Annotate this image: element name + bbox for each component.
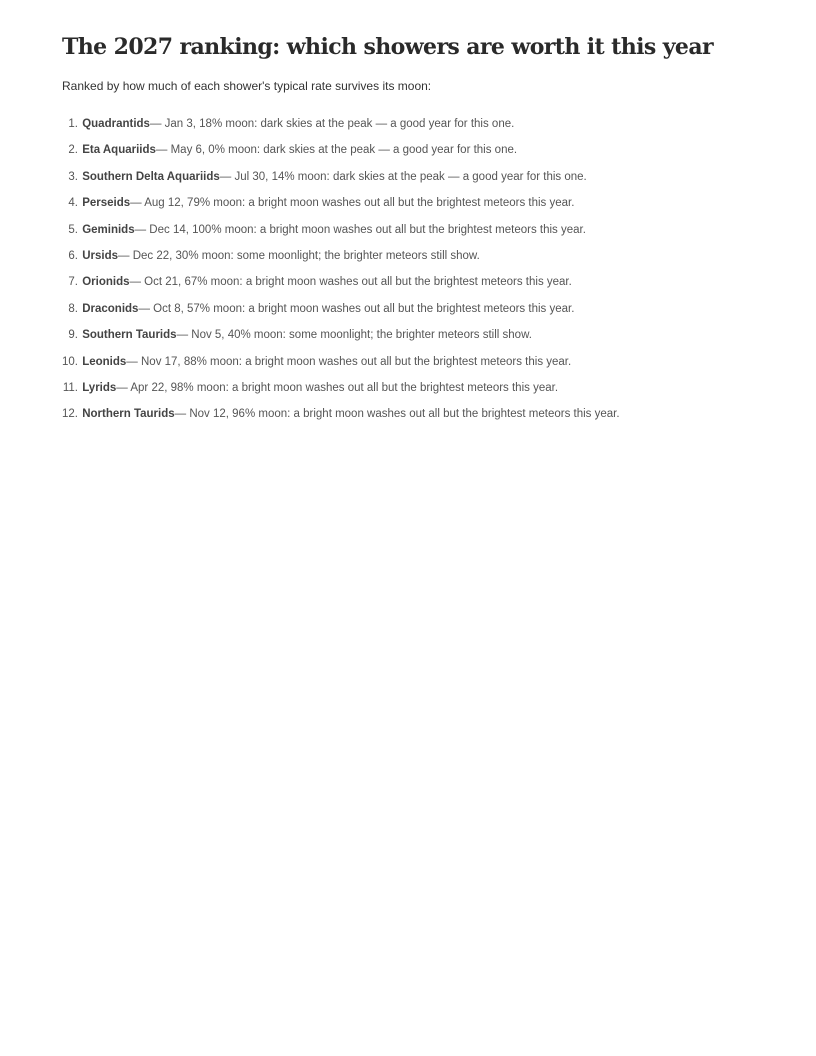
article [62, 30, 762, 433]
list-item [62, 274, 762, 300]
shower-name: Southern Taurids [82, 329, 177, 342]
shower-detail: — Dec 22, 30% moon: some moonlight; the brighter meteors still show. [118, 249, 480, 262]
rank-number: 4. [68, 197, 78, 210]
list-item [62, 142, 762, 168]
rank-number: 10. [62, 355, 78, 368]
page-title: The 2027 ranking: which showers are worth it this year [62, 34, 713, 60]
shower-name: Leonids [82, 355, 127, 368]
shower-detail: — May 6, 0% moon: dark skies at the peak — a good year for this one. [155, 144, 518, 157]
rank-number: 1. [68, 118, 78, 130]
list-item [62, 169, 762, 195]
ranking-list [62, 116, 762, 433]
shower-name: Perseids [82, 197, 131, 210]
shower-detail: — Oct 21, 67% moon: a bright moon washes out all but the brightest meteors this year. [129, 276, 572, 289]
shower-name: Lyrids [82, 381, 117, 394]
shower-name: Northern Taurids [82, 408, 175, 421]
rank-number: 7. [68, 276, 78, 289]
list-item [62, 354, 762, 380]
list-item [62, 116, 762, 142]
shower-name: Eta Aquariids [82, 144, 156, 157]
rank-number: 2. [68, 144, 78, 157]
rank-number: 11. [62, 381, 78, 394]
shower-detail: — Jan 3, 18% moon: dark skies at the peak — a good year for this one. [149, 118, 515, 130]
list-item [62, 301, 762, 327]
list-item [62, 222, 762, 248]
shower-detail: — Nov 17, 88% moon: a bright moon washes out all but the brightest meteors this year. [126, 355, 572, 368]
shower-name: Orionids [82, 276, 130, 289]
shower-name: Southern Delta Aquariids [82, 170, 220, 183]
rank-number: 6. [68, 249, 78, 262]
list-item [62, 380, 762, 406]
shower-detail: — Aug 12, 79% moon: a bright moon washes out all but the brightest meteors this year. [130, 197, 575, 210]
shower-detail: — Nov 5, 40% moon: some moonlight; the brighter meteors still show. [176, 329, 532, 342]
shower-detail: — Apr 22, 98% moon: a bright moon washes out all but the brightest meteors this year. [116, 381, 559, 394]
rank-number: 9. [68, 329, 78, 342]
shower-detail: — Dec 14, 100% moon: a bright moon washes out all but the brightest meteors this year. [134, 223, 586, 236]
shower-detail: — Oct 8, 57% moon: a bright moon washes out all but the brightest meteors this year. [138, 302, 575, 315]
list-item [62, 406, 762, 432]
list-item [62, 327, 762, 353]
shower-name: Draconids [82, 302, 139, 315]
list-item [62, 248, 762, 274]
shower-detail: — Nov 12, 96% moon: a bright moon washes out all but the brightest meteors this year. [174, 408, 620, 421]
rank-number: 8. [68, 302, 78, 315]
shower-detail: — Jul 30, 14% moon: dark skies at the peak — a good year for this one. [219, 170, 587, 183]
list-item [62, 195, 762, 221]
rank-number: 3. [68, 170, 78, 183]
shower-name: Quadrantids [82, 118, 150, 130]
rank-number: 5. [68, 223, 78, 236]
rank-number: 12. [62, 408, 78, 421]
intro-text: Ranked by how much of each shower's typical rate survives its moon: [62, 79, 432, 93]
shower-name: Ursids [82, 249, 118, 262]
shower-name: Geminids [82, 223, 135, 236]
